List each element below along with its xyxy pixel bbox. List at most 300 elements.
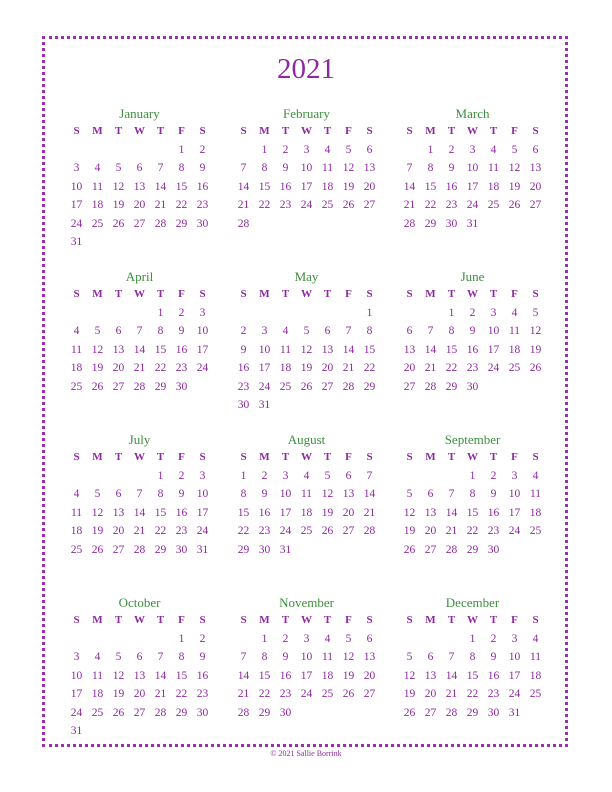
day-cell: 11 xyxy=(300,488,313,500)
weekday-header: M xyxy=(425,451,436,463)
day-cell: 29 xyxy=(466,706,479,719)
weekday-header: M xyxy=(425,614,436,626)
day-cell: 5 xyxy=(532,306,539,319)
day-cell: 1 xyxy=(157,306,164,319)
day-cell: 20 xyxy=(133,199,146,211)
day-cell: 29 xyxy=(175,706,188,719)
day-cell: 28 xyxy=(403,217,416,230)
weekday-header: F xyxy=(511,451,518,463)
day-cell: 26 xyxy=(508,199,521,211)
day-cell: 15 xyxy=(466,669,479,682)
day-cell xyxy=(525,215,546,234)
day-cell: 7 xyxy=(427,325,434,337)
day-cell: 19 xyxy=(403,688,416,700)
weekday-header: M xyxy=(92,614,103,626)
week-row xyxy=(233,141,380,160)
day-cell: 23 xyxy=(487,525,500,537)
weekday-header: F xyxy=(511,614,518,626)
day-cell: 19 xyxy=(112,199,125,211)
day-cell: 18 xyxy=(279,362,292,374)
day-cell: 3 xyxy=(303,632,310,645)
day-cell: 5 xyxy=(303,325,310,337)
weekday-header-row xyxy=(66,448,213,467)
month-october xyxy=(66,595,213,741)
day-cell xyxy=(275,215,296,234)
week-row xyxy=(399,541,546,560)
day-cell: 26 xyxy=(112,217,125,230)
weekday-header: T xyxy=(156,614,165,626)
day-cell: 23 xyxy=(279,688,292,700)
day-cell: 10 xyxy=(196,488,209,500)
day-cell: 31 xyxy=(279,543,292,556)
day-cell: 20 xyxy=(112,525,125,537)
day-cell: 23 xyxy=(466,362,479,374)
day-cell: 8 xyxy=(178,651,185,663)
weekday-header: T xyxy=(447,451,456,463)
week-row xyxy=(233,467,380,486)
day-cell: 28 xyxy=(154,706,167,719)
weekday-header: F xyxy=(511,288,518,300)
day-cell: 13 xyxy=(321,343,334,356)
day-cell: 2 xyxy=(448,143,455,156)
day-cell xyxy=(108,630,129,649)
weekday-header: T xyxy=(489,451,498,463)
weekday-header: M xyxy=(92,125,103,137)
day-cell: 28 xyxy=(424,380,437,393)
day-cell: 11 xyxy=(279,343,292,356)
day-cell: 20 xyxy=(363,669,376,682)
day-cell: 8 xyxy=(427,162,434,174)
day-cell xyxy=(359,215,380,234)
day-cell: 4 xyxy=(282,325,289,337)
day-cell: 6 xyxy=(345,469,352,482)
day-cell: 10 xyxy=(196,325,209,337)
day-cell: 6 xyxy=(366,143,373,156)
day-cell: 8 xyxy=(469,651,476,663)
day-cell: 28 xyxy=(445,543,458,556)
day-cell: 4 xyxy=(303,469,310,482)
day-cell: 14 xyxy=(133,343,146,356)
day-cell: 16 xyxy=(279,669,292,682)
day-cell: 19 xyxy=(321,506,334,519)
day-cell: 19 xyxy=(403,525,416,537)
weekday-header: W xyxy=(134,288,145,300)
week-row xyxy=(66,341,213,360)
week-row xyxy=(399,467,546,486)
day-cell: 29 xyxy=(154,380,167,393)
week-row xyxy=(233,522,380,541)
day-cell: 22 xyxy=(258,688,271,700)
month-name: March xyxy=(455,106,490,121)
weekday-header: W xyxy=(134,125,145,137)
week-row xyxy=(233,196,380,215)
day-cell: 24 xyxy=(300,688,313,700)
day-cell: 6 xyxy=(427,488,434,500)
day-cell xyxy=(87,304,108,323)
day-cell xyxy=(338,396,359,415)
day-cell xyxy=(317,541,338,560)
day-cell: 23 xyxy=(196,688,209,700)
day-cell: 3 xyxy=(511,469,518,482)
month-january xyxy=(66,106,213,252)
day-cell: 25 xyxy=(508,362,521,374)
week-row xyxy=(399,196,546,215)
day-cell: 19 xyxy=(91,362,104,374)
day-cell: 14 xyxy=(342,343,355,356)
week-row xyxy=(233,359,380,378)
weekday-header: S xyxy=(366,288,373,300)
day-cell: 5 xyxy=(94,325,101,337)
day-cell: 7 xyxy=(157,651,164,663)
day-cell xyxy=(87,141,108,160)
month-name: December xyxy=(445,595,500,610)
day-cell: 7 xyxy=(136,488,143,500)
day-cell xyxy=(420,630,441,649)
week-row xyxy=(399,648,546,667)
day-cell: 17 xyxy=(508,506,521,519)
day-cell: 3 xyxy=(261,325,268,337)
weekday-header: T xyxy=(281,125,290,137)
day-cell: 9 xyxy=(178,488,185,500)
day-cell: 15 xyxy=(154,343,167,356)
day-cell: 10 xyxy=(70,180,83,193)
week-row xyxy=(66,178,213,197)
weekday-header: S xyxy=(199,614,206,626)
day-cell: 5 xyxy=(511,143,518,156)
day-cell: 2 xyxy=(490,469,497,482)
day-cell: 24 xyxy=(70,706,83,719)
weekday-header: T xyxy=(114,451,123,463)
day-cell: 14 xyxy=(133,506,146,519)
weekday-header: T xyxy=(156,125,165,137)
week-row xyxy=(399,667,546,686)
day-cell: 25 xyxy=(300,525,313,537)
week-row xyxy=(66,322,213,341)
day-cell: 14 xyxy=(445,506,458,519)
day-cell: 24 xyxy=(196,362,209,374)
week-row xyxy=(399,504,546,523)
day-cell: 7 xyxy=(157,162,164,174)
weekday-header: S xyxy=(240,125,247,137)
week-row xyxy=(233,341,380,360)
day-cell: 21 xyxy=(342,362,355,374)
day-cell: 30 xyxy=(258,543,271,556)
day-cell: 6 xyxy=(406,325,413,337)
day-cell: 13 xyxy=(133,669,146,682)
day-cell: 13 xyxy=(403,343,416,356)
day-cell: 4 xyxy=(532,632,539,645)
day-cell: 9 xyxy=(240,343,247,356)
day-cell: 6 xyxy=(324,325,331,337)
day-cell: 15 xyxy=(363,343,376,356)
weekday-header: M xyxy=(92,288,103,300)
day-cell: 12 xyxy=(403,506,416,519)
day-cell xyxy=(192,233,213,252)
week-row xyxy=(233,504,380,523)
day-cell: 11 xyxy=(529,488,542,500)
day-cell: 11 xyxy=(508,325,521,337)
day-cell: 13 xyxy=(342,488,355,500)
week-row xyxy=(399,704,546,723)
weekday-header: F xyxy=(345,288,352,300)
weekday-header: T xyxy=(114,288,123,300)
day-cell xyxy=(129,722,150,741)
day-cell xyxy=(233,304,254,323)
week-row xyxy=(66,159,213,178)
day-cell: 27 xyxy=(424,706,437,719)
weekday-header-row xyxy=(399,448,546,467)
day-cell: 11 xyxy=(321,651,334,663)
day-cell: 17 xyxy=(508,669,521,682)
weekday-header: S xyxy=(199,125,206,137)
week-row xyxy=(399,141,546,160)
day-cell: 25 xyxy=(321,688,334,700)
weekday-header: M xyxy=(259,288,270,300)
day-cell: 13 xyxy=(112,506,125,519)
day-cell: 2 xyxy=(469,306,476,319)
day-cell xyxy=(296,541,317,560)
day-cell: 11 xyxy=(321,162,334,174)
weekday-header: M xyxy=(425,125,436,137)
weekday-header-row xyxy=(66,122,213,141)
day-cell: 5 xyxy=(406,651,413,663)
day-cell: 30 xyxy=(237,399,250,411)
day-cell: 20 xyxy=(112,362,125,374)
day-cell xyxy=(338,215,359,234)
day-cell xyxy=(317,704,338,723)
day-cell: 21 xyxy=(133,362,146,374)
day-cell xyxy=(525,378,546,397)
week-row xyxy=(66,233,213,252)
week-row xyxy=(233,704,380,723)
day-cell: 21 xyxy=(237,199,250,211)
day-cell: 13 xyxy=(424,669,437,682)
week-row xyxy=(66,215,213,234)
day-cell xyxy=(399,141,420,160)
day-cell: 6 xyxy=(366,632,373,645)
weekday-header: T xyxy=(114,614,123,626)
day-cell: 1 xyxy=(469,632,476,645)
day-cell xyxy=(399,304,420,323)
day-cell: 12 xyxy=(300,343,313,356)
week-row xyxy=(399,159,546,178)
day-cell xyxy=(483,378,504,397)
day-cell: 22 xyxy=(154,362,167,374)
day-cell: 28 xyxy=(237,706,250,719)
day-cell: 22 xyxy=(258,199,271,211)
day-cell: 9 xyxy=(490,488,497,500)
weekday-header: M xyxy=(425,288,436,300)
day-cell: 13 xyxy=(529,162,542,174)
day-cell: 14 xyxy=(154,180,167,193)
day-cell: 6 xyxy=(427,651,434,663)
weekday-header: F xyxy=(178,125,185,137)
week-row xyxy=(233,215,380,234)
week-row xyxy=(399,304,546,323)
day-cell: 8 xyxy=(240,488,247,500)
day-cell: 9 xyxy=(178,325,185,337)
day-cell: 26 xyxy=(403,706,416,719)
day-cell xyxy=(87,722,108,741)
day-cell: 7 xyxy=(448,488,455,500)
day-cell xyxy=(129,304,150,323)
day-cell: 17 xyxy=(279,506,292,519)
day-cell xyxy=(254,215,275,234)
day-cell: 31 xyxy=(70,725,83,737)
day-cell: 27 xyxy=(363,688,376,700)
weekday-header: S xyxy=(366,614,373,626)
week-row xyxy=(399,359,546,378)
weekday-header: S xyxy=(240,451,247,463)
weekday-header: S xyxy=(532,288,539,300)
day-cell: 3 xyxy=(73,162,80,174)
day-cell: 28 xyxy=(342,380,355,393)
weekday-header: T xyxy=(323,451,332,463)
day-cell: 25 xyxy=(487,199,500,211)
week-row xyxy=(233,685,380,704)
day-cell xyxy=(525,541,546,560)
day-cell: 4 xyxy=(324,143,331,156)
day-cell xyxy=(275,304,296,323)
weekday-header: F xyxy=(511,125,518,137)
day-cell: 16 xyxy=(279,180,292,193)
day-cell: 22 xyxy=(445,362,458,374)
day-cell: 25 xyxy=(529,525,542,537)
day-cell: 24 xyxy=(508,525,521,537)
day-cell: 7 xyxy=(448,651,455,663)
day-cell xyxy=(66,630,87,649)
day-cell: 8 xyxy=(469,488,476,500)
day-cell: 16 xyxy=(466,343,479,356)
day-cell: 27 xyxy=(529,199,542,211)
day-cell: 23 xyxy=(258,525,271,537)
day-cell: 27 xyxy=(112,543,125,556)
day-cell: 7 xyxy=(240,162,247,174)
day-cell xyxy=(129,141,150,160)
day-cell: 1 xyxy=(157,469,164,482)
day-cell xyxy=(338,304,359,323)
day-cell: 6 xyxy=(136,162,143,174)
day-cell: 5 xyxy=(94,488,101,500)
day-cell xyxy=(66,141,87,160)
weekday-header: S xyxy=(73,614,80,626)
day-cell: 8 xyxy=(366,325,373,337)
day-cell: 12 xyxy=(91,506,104,519)
day-cell xyxy=(87,467,108,486)
month-name: August xyxy=(287,432,326,447)
day-cell: 27 xyxy=(133,217,146,230)
day-cell: 30 xyxy=(445,217,458,230)
day-cell xyxy=(317,396,338,415)
day-cell: 16 xyxy=(196,180,209,193)
day-cell: 20 xyxy=(529,180,542,193)
day-cell: 20 xyxy=(321,362,334,374)
day-cell xyxy=(317,304,338,323)
day-cell: 29 xyxy=(175,217,188,230)
day-cell: 18 xyxy=(300,506,313,519)
day-cell: 17 xyxy=(300,669,313,682)
weekday-header: W xyxy=(301,451,312,463)
weekday-header: M xyxy=(259,451,270,463)
weekday-header: W xyxy=(134,451,145,463)
day-cell: 10 xyxy=(300,162,313,174)
day-cell: 22 xyxy=(237,525,250,537)
day-cell: 12 xyxy=(403,669,416,682)
day-cell: 25 xyxy=(91,706,104,719)
weekday-header: T xyxy=(281,288,290,300)
day-cell: 18 xyxy=(91,688,104,700)
day-cell: 23 xyxy=(279,199,292,211)
day-cell: 31 xyxy=(466,217,479,230)
day-cell xyxy=(296,704,317,723)
month-name: September xyxy=(444,432,501,447)
weekday-header: T xyxy=(323,125,332,137)
day-cell xyxy=(108,233,129,252)
day-cell xyxy=(338,541,359,560)
week-row xyxy=(66,522,213,541)
month-may xyxy=(233,269,380,415)
weekday-header: T xyxy=(156,451,165,463)
day-cell xyxy=(150,141,171,160)
day-cell: 10 xyxy=(487,325,500,337)
day-cell: 19 xyxy=(342,669,355,682)
day-cell: 4 xyxy=(94,651,101,663)
day-cell xyxy=(87,233,108,252)
weekday-header-row xyxy=(233,122,380,141)
day-cell: 21 xyxy=(403,199,416,211)
day-cell: 2 xyxy=(282,632,289,645)
weekday-header: T xyxy=(489,288,498,300)
day-cell: 2 xyxy=(282,143,289,156)
day-cell: 11 xyxy=(529,651,542,663)
day-cell: 23 xyxy=(445,199,458,211)
day-cell: 22 xyxy=(363,362,376,374)
day-cell: 19 xyxy=(529,343,542,356)
day-cell: 17 xyxy=(196,506,209,519)
month-july xyxy=(66,432,213,559)
day-cell: 12 xyxy=(342,162,355,174)
weekday-header: S xyxy=(73,125,80,137)
day-cell: 15 xyxy=(258,180,271,193)
day-cell: 27 xyxy=(133,706,146,719)
day-cell: 20 xyxy=(342,506,355,519)
day-cell: 14 xyxy=(363,488,376,500)
day-cell xyxy=(108,304,129,323)
week-row xyxy=(66,541,213,560)
day-cell xyxy=(399,630,420,649)
day-cell: 19 xyxy=(112,688,125,700)
week-row xyxy=(66,196,213,215)
day-cell: 9 xyxy=(490,651,497,663)
day-cell: 1 xyxy=(240,469,247,482)
day-cell: 4 xyxy=(94,162,101,174)
day-cell: 21 xyxy=(133,525,146,537)
weekday-header: T xyxy=(489,125,498,137)
day-cell xyxy=(108,467,129,486)
day-cell: 15 xyxy=(258,669,271,682)
day-cell xyxy=(150,233,171,252)
day-cell: 14 xyxy=(445,669,458,682)
day-cell: 29 xyxy=(363,380,376,393)
day-cell: 27 xyxy=(112,380,125,393)
day-cell xyxy=(233,630,254,649)
day-cell: 24 xyxy=(300,199,313,211)
day-cell: 17 xyxy=(70,688,83,700)
day-cell xyxy=(233,141,254,160)
day-cell: 26 xyxy=(91,543,104,556)
day-cell: 22 xyxy=(466,525,479,537)
day-cell xyxy=(441,630,462,649)
